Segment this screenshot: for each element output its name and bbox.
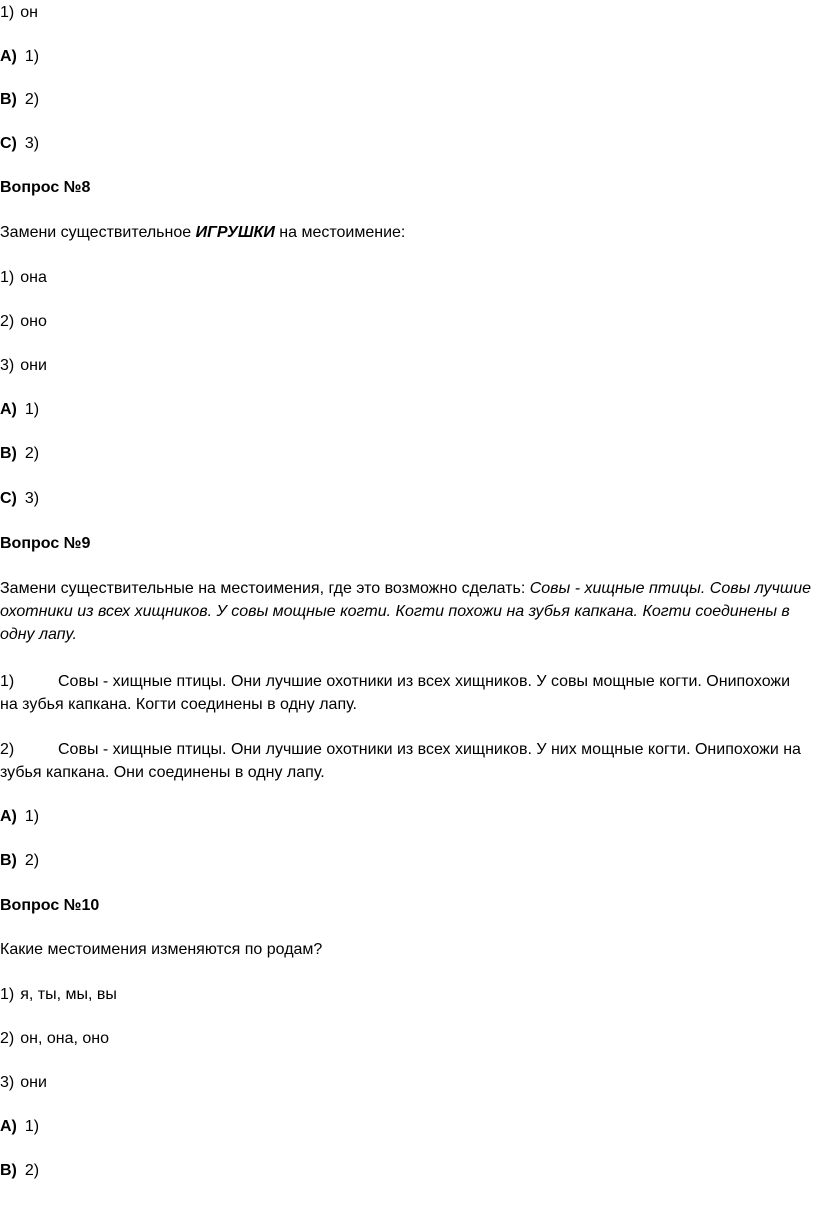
option-text: Совы - хищные птицы. Они лучшие охотники из всех хищников. У них мощные когти. Онипохожи на зубья капкана. Они соединены в одну лапу. (0, 741, 801, 781)
option-number: 2) (0, 1030, 15, 1047)
prompt-passage: Совы - хищные птицы. Совы лучшие охотники из всех хищников. У совы мощные когти. Когти похожи на зубья капкана. Когти соединены в одну лапу. (0, 580, 812, 643)
q9-prompt (0, 577, 812, 646)
answer-letter: B) (0, 445, 17, 462)
option-text: он (20, 4, 38, 21)
answer-text: 3) (24, 490, 40, 507)
q9-answer-a (0, 806, 39, 828)
option-number: 1) (0, 269, 15, 286)
answer-text: 1) (24, 1118, 40, 1135)
option-text: они (20, 357, 47, 374)
q8-option-1 (0, 267, 47, 289)
q8-option-2 (0, 311, 47, 333)
answer-letter: A) (0, 401, 17, 418)
q10-heading: Вопрос №10 (0, 897, 100, 914)
answer-letter: B) (0, 852, 17, 869)
q10-option-2 (0, 1028, 109, 1050)
answer-text: 2) (24, 1162, 40, 1179)
q7-answer-b (0, 89, 39, 111)
q9-option-1 (0, 670, 812, 716)
q9-option-2 (0, 738, 812, 784)
answer-text: 2) (24, 445, 40, 462)
option-text: они (20, 1074, 47, 1091)
prompt-text: Замени существительное (0, 224, 196, 241)
q8-option-3 (0, 355, 47, 377)
answer-text: 1) (24, 808, 40, 825)
prompt-keyword: ИГРУШКИ (195, 224, 275, 241)
option-text: он, она, оно (20, 1030, 110, 1047)
option-text: Совы - хищные птицы. Они лучшие охотники из всех хищников. У совы мощные когти. Онипохожи на зубья капкана. Когти соединены в одну лапу. (0, 673, 791, 713)
answer-text: 1) (24, 48, 40, 65)
option-text: я, ты, мы, вы (20, 986, 117, 1003)
option-number: 1) (0, 673, 15, 690)
option-number: 1) (0, 986, 15, 1003)
answer-letter: A) (0, 48, 17, 65)
q10-answer-b (0, 1160, 39, 1182)
prompt-text: на местоимение: (274, 224, 406, 241)
answer-text: 2) (24, 91, 40, 108)
q8-answer-a (0, 399, 39, 421)
q8-heading: Вопрос №8 (0, 179, 91, 196)
q8-answer-b (0, 443, 39, 465)
answer-letter: B) (0, 1162, 17, 1179)
q10-prompt: Какие местоимения изменяются по родам? (0, 941, 323, 958)
q9-heading: Вопрос №9 (0, 535, 91, 552)
answer-text: 2) (24, 852, 40, 869)
answer-text: 3) (24, 135, 40, 152)
q10-option-1 (0, 984, 117, 1006)
answer-text: 1) (24, 401, 40, 418)
answer-letter: A) (0, 808, 17, 825)
option-number: 1) (0, 4, 15, 21)
option-number: 2) (0, 313, 15, 330)
answer-letter: B) (0, 91, 17, 108)
answer-letter: A) (0, 1118, 17, 1135)
q10-answer-a (0, 1116, 39, 1138)
option-text: оно (20, 313, 47, 330)
q8-answer-c (0, 488, 39, 510)
prompt-text: Замени существительные на местоимения, где это возможно сделать: (0, 580, 530, 597)
answer-letter: C) (0, 135, 17, 152)
option-number: 2) (0, 741, 15, 758)
q10-option-3 (0, 1072, 47, 1094)
option-number: 3) (0, 357, 15, 374)
answer-letter: C) (0, 490, 17, 507)
option-text: она (20, 269, 47, 286)
q8-prompt (0, 222, 405, 244)
option-number: 3) (0, 1074, 15, 1091)
q9-answer-b (0, 850, 39, 872)
q7-option-1 (0, 2, 38, 24)
q7-answer-a (0, 46, 39, 68)
q7-answer-c (0, 133, 39, 155)
